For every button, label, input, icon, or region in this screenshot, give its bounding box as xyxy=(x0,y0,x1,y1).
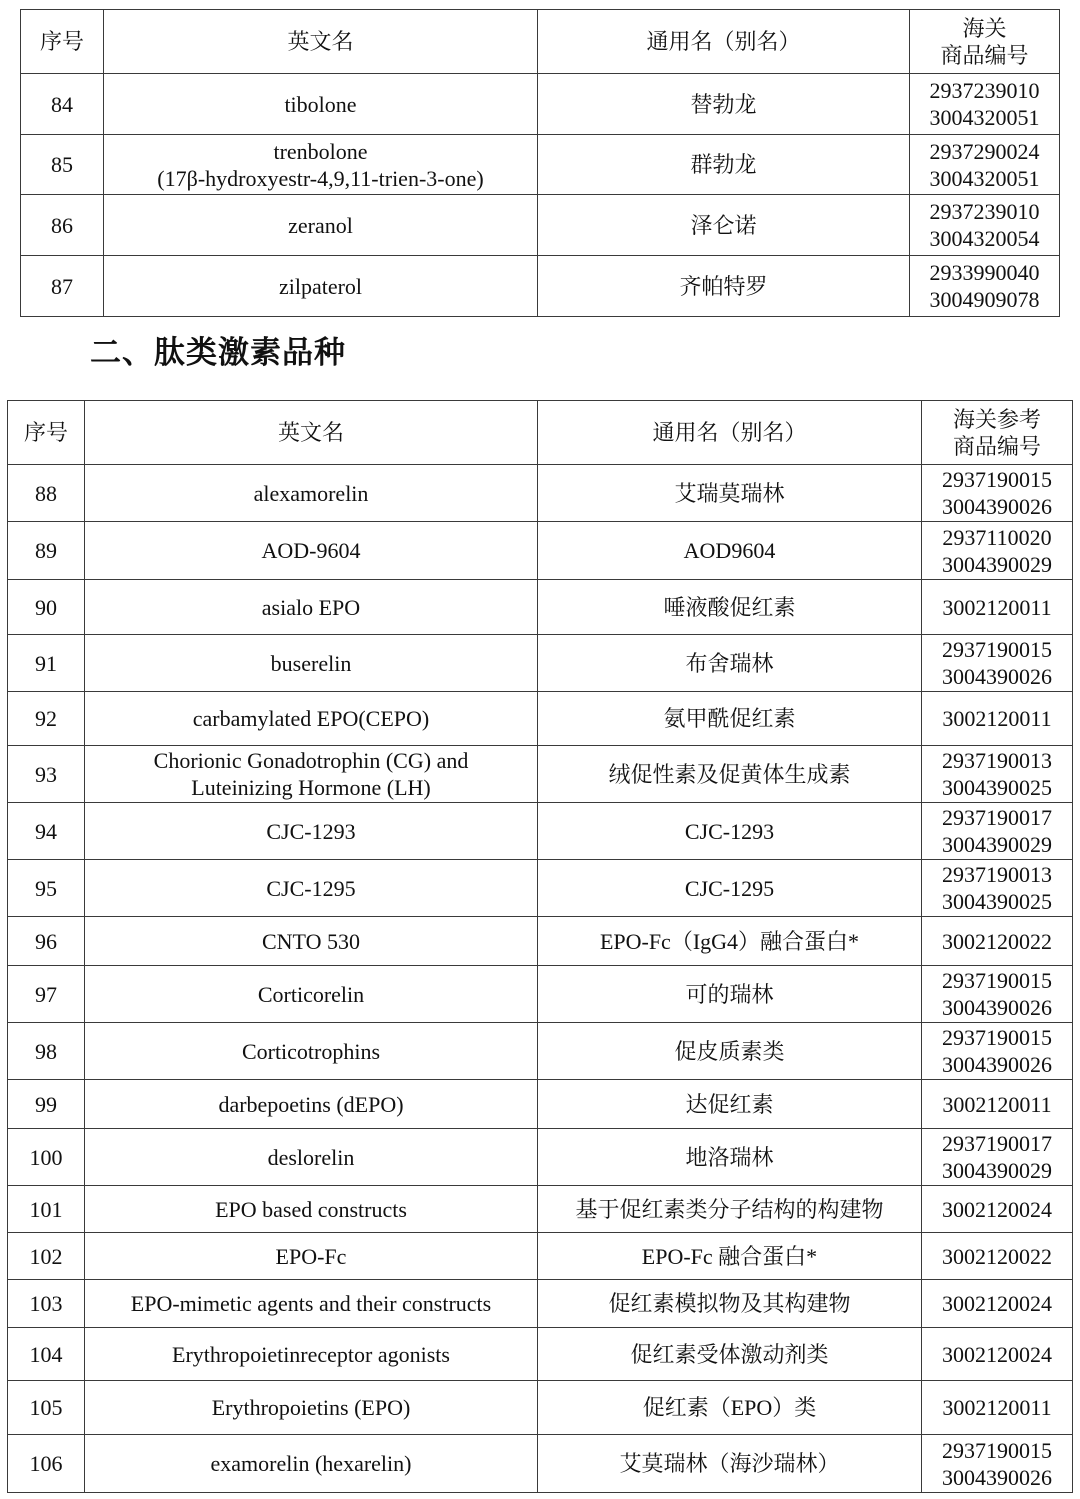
code-line: 2937190013 xyxy=(942,748,1052,773)
code-line: 2937239010 xyxy=(929,78,1040,103)
english-name-line: CJC-1293 xyxy=(266,818,356,844)
cell-common-name: EPO-Fc（IgG4）融合蛋白* xyxy=(538,917,922,966)
cell-english-name xyxy=(85,917,538,966)
code-line: 3002120011 xyxy=(942,594,1052,620)
cell-customs-code xyxy=(922,1186,1073,1233)
code-line: 3004320051 xyxy=(929,105,1040,130)
table-row xyxy=(8,465,1073,522)
cell-common-name: 艾莫瑞林（海沙瑞林） xyxy=(538,1435,922,1493)
english-name-line: Erythropoietins (EPO) xyxy=(211,1395,411,1420)
code-line: 2937190013 xyxy=(942,862,1052,887)
code-line: 2933990040 xyxy=(929,260,1040,285)
code-line: 3002120011 xyxy=(942,706,1052,731)
cell-english-name xyxy=(85,692,538,746)
header-line: 海关 xyxy=(962,15,1007,41)
code-line: 3004390025 xyxy=(942,775,1052,800)
cell-english-name xyxy=(85,635,538,692)
code-line: 3002120022 xyxy=(942,1243,1052,1269)
cell-customs-code xyxy=(910,74,1060,135)
english-name-line: EPO based constructs xyxy=(215,1196,407,1222)
cell-number: 103 xyxy=(8,1280,85,1328)
cell-english-name xyxy=(85,1328,538,1381)
cell-english-name xyxy=(85,1435,538,1493)
header-number: 序号 xyxy=(21,10,104,74)
cell-customs-code xyxy=(922,522,1073,580)
code-line: 3004390026 xyxy=(942,494,1052,519)
cell-customs-code xyxy=(910,135,1060,195)
cell-customs-code xyxy=(922,1080,1073,1129)
english-name-line: zilpaterol xyxy=(278,273,363,299)
table-row xyxy=(8,746,1073,803)
table-row xyxy=(8,1328,1073,1381)
english-name-line: Erythropoietinreceptor agonists xyxy=(172,1341,450,1367)
cell-common-name: 替勃龙 xyxy=(538,74,910,135)
english-name-line: Chorionic Gonadotrophin (CG) and xyxy=(153,748,469,773)
table-row xyxy=(8,1129,1073,1186)
table-row xyxy=(8,803,1073,860)
cell-english-name xyxy=(85,966,538,1023)
cell-common-name: 促皮质素类 xyxy=(538,1023,922,1080)
english-name-line: carbamylated EPO(CEPO) xyxy=(192,706,430,731)
cell-number: 104 xyxy=(8,1328,85,1381)
code-line: 3004390029 xyxy=(942,832,1052,857)
english-name-line: darbepoetins (dEPO) xyxy=(218,1091,404,1117)
cell-common-name: 绒促性素及促黄体生成素 xyxy=(538,746,922,803)
english-name-line: EPO-Fc xyxy=(275,1243,347,1269)
english-name-line: examorelin (hexarelin) xyxy=(210,1451,412,1476)
cell-number: 88 xyxy=(8,465,85,522)
code-line: 3004390029 xyxy=(942,1158,1052,1183)
english-name-line: asialo EPO xyxy=(261,594,361,620)
cell-number: 100 xyxy=(8,1129,85,1186)
cell-common-name: 地洛瑞林 xyxy=(538,1129,922,1186)
cell-common-name: 群勃龙 xyxy=(538,135,910,195)
cell-number: 89 xyxy=(8,522,85,580)
cell-number: 86 xyxy=(21,195,104,256)
cell-customs-code xyxy=(910,256,1060,317)
code-line: 2937190017 xyxy=(942,805,1052,830)
cell-number: 85 xyxy=(21,135,104,195)
table-row xyxy=(21,256,1060,317)
cell-customs-code xyxy=(922,1381,1073,1435)
cell-english-name xyxy=(104,74,538,135)
peptide-hormone-table xyxy=(7,400,1073,1493)
table-row xyxy=(8,1435,1073,1493)
cell-customs-code xyxy=(922,1280,1073,1328)
cell-english-name xyxy=(104,256,538,317)
cell-english-name xyxy=(85,522,538,580)
code-line: 3004390026 xyxy=(942,1464,1052,1490)
table-row xyxy=(8,580,1073,635)
table-row xyxy=(8,966,1073,1023)
cell-common-name: 促红素（EPO）类 xyxy=(538,1381,922,1435)
cell-number: 106 xyxy=(8,1435,85,1493)
cell-number: 96 xyxy=(8,917,85,966)
code-line: 2937290024 xyxy=(929,138,1040,164)
english-name-line: zeranol xyxy=(288,212,353,238)
table-row xyxy=(21,195,1060,256)
code-line: 3002120011 xyxy=(942,1395,1052,1420)
table-row xyxy=(8,1080,1073,1129)
cell-english-name xyxy=(85,1129,538,1186)
cell-number: 93 xyxy=(8,746,85,803)
code-line: 2937190015 xyxy=(942,637,1052,662)
cell-customs-code xyxy=(922,1233,1073,1280)
english-name-line: Corticotrophins xyxy=(241,1038,381,1064)
code-line: 3004390029 xyxy=(942,551,1052,577)
cell-number: 97 xyxy=(8,966,85,1023)
cell-english-name xyxy=(85,803,538,860)
table-row xyxy=(8,1381,1073,1435)
cell-common-name: AOD9604 xyxy=(538,522,922,580)
cell-common-name: 氨甲酰促红素 xyxy=(538,692,922,746)
cell-english-name xyxy=(104,195,538,256)
cell-customs-code xyxy=(922,917,1073,966)
header-english-name: 英文名 xyxy=(85,401,538,465)
cell-english-name xyxy=(85,860,538,917)
cell-english-name xyxy=(85,1381,538,1435)
cell-english-name xyxy=(85,746,538,803)
table-row xyxy=(8,1233,1073,1280)
english-name-line: (17β-hydroxyestr-4,9,11-trien-3-one) xyxy=(157,165,484,191)
cell-common-name: 唾液酸促红素 xyxy=(538,580,922,635)
header-number: 序号 xyxy=(8,401,85,465)
cell-english-name xyxy=(85,465,538,522)
table-row xyxy=(21,135,1060,195)
code-line: 2937110020 xyxy=(942,524,1052,550)
code-line: 3004390026 xyxy=(942,1052,1052,1077)
code-line: 2937190015 xyxy=(942,1437,1052,1463)
cell-customs-code xyxy=(922,803,1073,860)
code-line: 3002120024 xyxy=(942,1291,1052,1316)
cell-common-name: CJC-1293 xyxy=(538,803,922,860)
english-name-line: tibolone xyxy=(284,91,357,117)
cell-customs-code xyxy=(922,860,1073,917)
cell-number: 102 xyxy=(8,1233,85,1280)
table-row xyxy=(8,692,1073,746)
table-row xyxy=(21,74,1060,135)
english-name-line: buserelin xyxy=(270,650,352,676)
code-line: 3002120024 xyxy=(942,1196,1052,1222)
cell-customs-code xyxy=(922,746,1073,803)
code-line: 3004390026 xyxy=(942,664,1052,689)
header-line: 商品编号 xyxy=(940,42,1029,68)
header-customs-code xyxy=(922,401,1073,465)
table-row xyxy=(8,522,1073,580)
cell-english-name xyxy=(85,580,538,635)
english-name-line: alexamorelin xyxy=(253,480,369,506)
section-heading: 二、肽类激素品种 xyxy=(90,335,346,371)
cell-english-name xyxy=(85,1280,538,1328)
cell-common-name: 齐帕特罗 xyxy=(538,256,910,317)
cell-number: 84 xyxy=(21,74,104,135)
table-row xyxy=(8,860,1073,917)
cell-common-name: 基于促红素类分子结构的构建物 xyxy=(538,1186,922,1233)
english-name-line: Corticorelin xyxy=(257,981,365,1007)
steroid-table-continued xyxy=(20,9,1060,317)
cell-english-name xyxy=(85,1186,538,1233)
cell-customs-code xyxy=(922,1129,1073,1186)
table-row xyxy=(8,1186,1073,1233)
cell-english-name xyxy=(85,1080,538,1129)
english-name-line: EPO-mimetic agents and their constructs xyxy=(130,1291,492,1316)
header-line: 海关参考 xyxy=(952,406,1041,432)
header-line: 商品编号 xyxy=(952,433,1041,459)
cell-number: 92 xyxy=(8,692,85,746)
english-name-line: trenbolone xyxy=(273,138,368,164)
header-english-name: 英文名 xyxy=(104,10,538,74)
code-line: 2937190015 xyxy=(942,968,1052,993)
cell-number: 94 xyxy=(8,803,85,860)
cell-common-name: 达促红素 xyxy=(538,1080,922,1129)
code-line: 3004390025 xyxy=(942,889,1052,914)
english-name-line: AOD-9604 xyxy=(261,538,361,563)
table-header-row xyxy=(21,10,1060,74)
cell-number: 90 xyxy=(8,580,85,635)
cell-common-name: 可的瑞林 xyxy=(538,966,922,1023)
cell-common-name: 促红素模拟物及其构建物 xyxy=(538,1280,922,1328)
cell-customs-code xyxy=(922,465,1073,522)
english-name-line: CJC-1295 xyxy=(266,875,356,901)
cell-customs-code xyxy=(922,1023,1073,1080)
cell-english-name xyxy=(85,1233,538,1280)
cell-number: 91 xyxy=(8,635,85,692)
code-line: 2937190015 xyxy=(942,467,1052,492)
cell-common-name: CJC-1295 xyxy=(538,860,922,917)
cell-customs-code xyxy=(922,1435,1073,1493)
cell-common-name: 促红素受体激动剂类 xyxy=(538,1328,922,1381)
code-line: 2937190015 xyxy=(942,1025,1052,1050)
cell-english-name xyxy=(85,1023,538,1080)
code-line: 3004909078 xyxy=(929,287,1040,312)
english-name-line: deslorelin xyxy=(267,1144,355,1170)
cell-customs-code xyxy=(922,692,1073,746)
cell-common-name: 艾瑞莫瑞林 xyxy=(538,465,922,522)
cell-number: 101 xyxy=(8,1186,85,1233)
english-name-line: Luteinizing Hormone (LH) xyxy=(191,775,431,800)
cell-customs-code xyxy=(922,966,1073,1023)
table-row xyxy=(8,635,1073,692)
code-line: 3002120024 xyxy=(942,1341,1052,1367)
cell-number: 99 xyxy=(8,1080,85,1129)
header-customs-code xyxy=(910,10,1060,74)
cell-customs-code xyxy=(922,1328,1073,1381)
cell-english-name xyxy=(104,135,538,195)
cell-common-name: 布舍瑞林 xyxy=(538,635,922,692)
code-line: 2937239010 xyxy=(929,199,1040,224)
header-common-name: 通用名（别名） xyxy=(538,10,910,74)
cell-common-name: 泽仑诺 xyxy=(538,195,910,256)
cell-number: 87 xyxy=(21,256,104,317)
cell-number: 95 xyxy=(8,860,85,917)
table-row xyxy=(8,917,1073,966)
cell-number: 105 xyxy=(8,1381,85,1435)
cell-number: 98 xyxy=(8,1023,85,1080)
table-row xyxy=(8,1280,1073,1328)
code-line: 3004320054 xyxy=(929,226,1040,251)
table-header-row xyxy=(8,401,1073,465)
cell-customs-code xyxy=(922,580,1073,635)
english-name-line: CNTO 530 xyxy=(262,928,360,954)
cell-customs-code xyxy=(910,195,1060,256)
code-line: 3002120022 xyxy=(942,928,1052,954)
table-row xyxy=(8,1023,1073,1080)
code-line: 2937190017 xyxy=(942,1131,1052,1156)
cell-customs-code xyxy=(922,635,1073,692)
code-line: 3004390026 xyxy=(942,995,1052,1020)
cell-common-name: EPO-Fc 融合蛋白* xyxy=(538,1233,922,1280)
code-line: 3004320051 xyxy=(929,165,1040,191)
code-line: 3002120011 xyxy=(942,1091,1052,1117)
header-common-name: 通用名（别名） xyxy=(538,401,922,465)
